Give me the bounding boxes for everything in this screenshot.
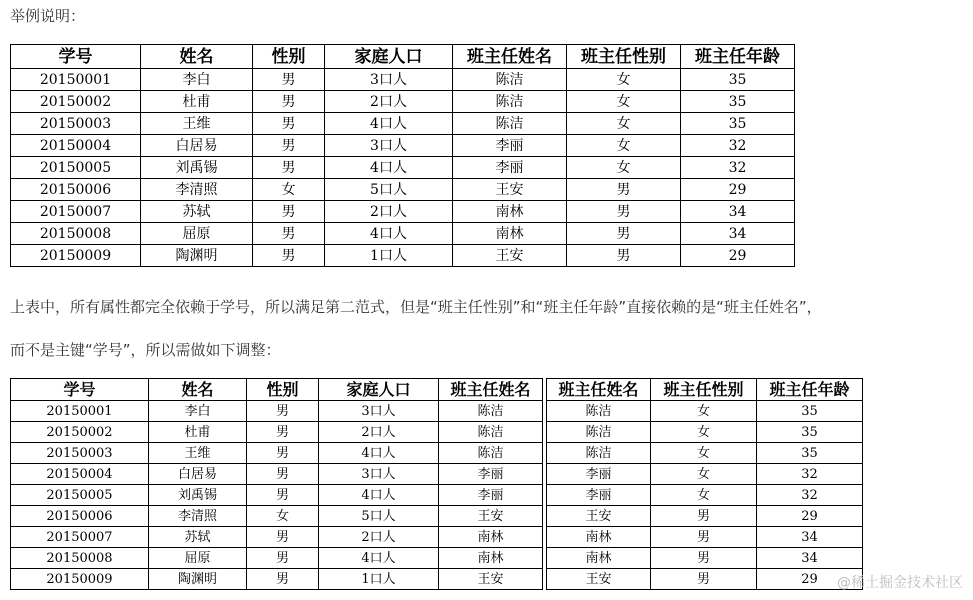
table-cell: 男 <box>247 464 319 485</box>
table-row <box>11 548 543 569</box>
table-cell: 李白 <box>149 401 247 422</box>
table-cell: 男 <box>567 179 681 201</box>
table-cell: 4口人 <box>319 443 439 464</box>
watermark: @稀土掘金技术社区 <box>837 575 963 591</box>
table-cell: 王安 <box>439 569 543 590</box>
table-row <box>11 223 795 245</box>
table-cell: 陈洁 <box>547 443 651 464</box>
table-cell: 陈洁 <box>453 113 567 135</box>
table-cell: 男 <box>253 91 325 113</box>
table-cell: 王维 <box>149 443 247 464</box>
column-header: 班主任年龄 <box>757 379 863 401</box>
table-cell: 34 <box>757 527 863 548</box>
table-cell: 陈洁 <box>453 69 567 91</box>
table-cell: 35 <box>757 422 863 443</box>
table-cell: 男 <box>567 223 681 245</box>
table-cell: 陈洁 <box>439 401 543 422</box>
table-cell: 35 <box>757 401 863 422</box>
table-row <box>11 113 795 135</box>
table-cell: 陈洁 <box>547 401 651 422</box>
table-cell: 女 <box>247 506 319 527</box>
table-cell: 李清照 <box>141 179 253 201</box>
table-cell: 男 <box>253 223 325 245</box>
student-table <box>10 378 543 590</box>
table-cell: 女 <box>567 113 681 135</box>
table-cell: 王安 <box>547 569 651 590</box>
intro-text: 举例说明： <box>10 7 86 25</box>
table-row <box>11 69 795 91</box>
table-cell: 20150005 <box>11 157 141 179</box>
table-row <box>11 401 543 422</box>
table-row <box>547 422 863 443</box>
table-cell: 32 <box>757 485 863 506</box>
table-row <box>11 201 795 223</box>
table-cell: 男 <box>247 443 319 464</box>
table-cell: 20150002 <box>11 91 141 113</box>
table-cell: 32 <box>757 464 863 485</box>
table-row <box>11 527 543 548</box>
table-cell: 1口人 <box>319 569 439 590</box>
table-header-row <box>11 45 795 69</box>
table-row <box>547 506 863 527</box>
table-cell: 白居易 <box>149 464 247 485</box>
column-header: 学号 <box>11 379 149 401</box>
table-cell: 20150007 <box>11 201 141 223</box>
table-cell: 王安 <box>439 506 543 527</box>
table-header-row <box>11 379 543 401</box>
table-cell: 20150007 <box>11 527 149 548</box>
table-cell: 20150002 <box>11 422 149 443</box>
table-cell: 1口人 <box>325 245 453 267</box>
table-cell: 南林 <box>439 548 543 569</box>
table-cell: 20150009 <box>11 245 141 267</box>
table-cell: 5口人 <box>319 506 439 527</box>
table-cell: 男 <box>253 201 325 223</box>
table-cell: 女 <box>651 443 757 464</box>
column-header: 家庭人口 <box>319 379 439 401</box>
table-cell: 杜甫 <box>141 91 253 113</box>
table-cell: 男 <box>651 548 757 569</box>
table-cell: 20150001 <box>11 401 149 422</box>
column-header: 性别 <box>253 45 325 69</box>
table-row <box>11 135 795 157</box>
table-row <box>11 569 543 590</box>
table-cell: 29 <box>757 506 863 527</box>
table-cell: 男 <box>651 569 757 590</box>
table-cell: 3口人 <box>319 401 439 422</box>
table-cell: 20150006 <box>11 506 149 527</box>
table-cell: 4口人 <box>319 485 439 506</box>
table-cell: 李丽 <box>453 157 567 179</box>
table-cell: 5口人 <box>325 179 453 201</box>
table-cell: 32 <box>681 157 795 179</box>
table-row <box>11 245 795 267</box>
table-row <box>11 91 795 113</box>
table-cell: 男 <box>247 401 319 422</box>
table-cell: 20150003 <box>11 443 149 464</box>
table-cell: 陈洁 <box>439 443 543 464</box>
explanation-paragraph: 上表中，所有属性都完全依赖于学号，所以满足第二范式，但是“班主任性别”和“班主任年龄”直接依赖的是“班主任姓名”， <box>10 298 822 316</box>
table-cell: 南林 <box>453 223 567 245</box>
table-cell: 女 <box>567 69 681 91</box>
table-cell: 2口人 <box>325 201 453 223</box>
table-cell: 男 <box>651 506 757 527</box>
teacher-table <box>546 378 863 590</box>
table-cell: 20150009 <box>11 569 149 590</box>
table-cell: 20150008 <box>11 548 149 569</box>
table-cell: 男 <box>247 485 319 506</box>
table-row <box>11 422 543 443</box>
table-cell: 李清照 <box>149 506 247 527</box>
table-cell: 35 <box>681 69 795 91</box>
table-cell: 男 <box>567 245 681 267</box>
table-cell: 李丽 <box>453 135 567 157</box>
table-cell: 男 <box>253 135 325 157</box>
column-header: 家庭人口 <box>325 45 453 69</box>
table-cell: 4口人 <box>325 113 453 135</box>
column-header: 班主任姓名 <box>439 379 543 401</box>
table-row <box>547 443 863 464</box>
table-cell: 南林 <box>547 548 651 569</box>
table-cell: 20150004 <box>11 464 149 485</box>
column-header: 班主任姓名 <box>547 379 651 401</box>
table-cell: 男 <box>253 245 325 267</box>
table-cell: 陈洁 <box>439 422 543 443</box>
table-cell: 20150005 <box>11 485 149 506</box>
table-row <box>11 506 543 527</box>
table-cell: 屈原 <box>149 548 247 569</box>
table-row <box>547 464 863 485</box>
table-cell: 32 <box>681 135 795 157</box>
table-cell: 杜甫 <box>149 422 247 443</box>
table-cell: 3口人 <box>319 464 439 485</box>
table-cell: 34 <box>681 223 795 245</box>
table-cell: 4口人 <box>325 157 453 179</box>
table-row <box>11 179 795 201</box>
table-cell: 35 <box>681 113 795 135</box>
table-cell: 李丽 <box>439 464 543 485</box>
table-cell: 男 <box>247 527 319 548</box>
table-cell: 2口人 <box>319 422 439 443</box>
table-cell: 李丽 <box>439 485 543 506</box>
table-cell: 35 <box>681 91 795 113</box>
table-cell: 29 <box>681 245 795 267</box>
table-cell: 男 <box>253 113 325 135</box>
table-cell: 李白 <box>141 69 253 91</box>
adjustment-paragraph: 而不是主键“学号”，所以需做如下调整： <box>10 341 281 359</box>
table-cell: 女 <box>567 135 681 157</box>
table-cell: 男 <box>247 569 319 590</box>
student-teacher-table <box>10 44 795 267</box>
table-cell: 王安 <box>453 245 567 267</box>
table-cell: 刘禹锡 <box>141 157 253 179</box>
table-cell: 白居易 <box>141 135 253 157</box>
table-cell: 29 <box>757 569 863 590</box>
table-cell: 女 <box>651 401 757 422</box>
column-header: 性别 <box>247 379 319 401</box>
table-cell: 南林 <box>453 201 567 223</box>
table-cell: 女 <box>567 157 681 179</box>
table-row <box>11 443 543 464</box>
table-row <box>11 157 795 179</box>
table-cell: 屈原 <box>141 223 253 245</box>
table-row <box>547 485 863 506</box>
table-row <box>11 464 543 485</box>
table-cell: 3口人 <box>325 69 453 91</box>
table-cell: 李丽 <box>547 485 651 506</box>
table-cell: 女 <box>567 91 681 113</box>
table-cell: 20150003 <box>11 113 141 135</box>
table-cell: 34 <box>681 201 795 223</box>
table-cell: 陈洁 <box>453 91 567 113</box>
table-cell: 35 <box>757 443 863 464</box>
table-row <box>11 485 543 506</box>
table-cell: 20150001 <box>11 69 141 91</box>
table-cell: 男 <box>247 548 319 569</box>
table-cell: 南林 <box>439 527 543 548</box>
column-header: 学号 <box>11 45 141 69</box>
table-cell: 陶渊明 <box>149 569 247 590</box>
table-cell: 20150004 <box>11 135 141 157</box>
table-row <box>547 569 863 590</box>
table-cell: 20150006 <box>11 179 141 201</box>
table-cell: 3口人 <box>325 135 453 157</box>
column-header: 班主任姓名 <box>453 45 567 69</box>
table-cell: 女 <box>253 179 325 201</box>
column-header: 班主任性别 <box>651 379 757 401</box>
column-header: 班主任年龄 <box>681 45 795 69</box>
table-cell: 苏轼 <box>141 201 253 223</box>
table-cell: 4口人 <box>319 548 439 569</box>
table-cell: 2口人 <box>325 91 453 113</box>
table-row <box>547 548 863 569</box>
column-header: 姓名 <box>149 379 247 401</box>
table-row <box>547 527 863 548</box>
table-cell: 女 <box>651 485 757 506</box>
table-cell: 王安 <box>453 179 567 201</box>
table-cell: 2口人 <box>319 527 439 548</box>
table-header-row <box>547 379 863 401</box>
table-cell: 20150008 <box>11 223 141 245</box>
table-cell: 南林 <box>547 527 651 548</box>
table-cell: 男 <box>567 201 681 223</box>
table-cell: 苏轼 <box>149 527 247 548</box>
column-header: 姓名 <box>141 45 253 69</box>
table-cell: 女 <box>651 422 757 443</box>
column-header: 班主任性别 <box>567 45 681 69</box>
table-cell: 陈洁 <box>547 422 651 443</box>
table-cell: 王安 <box>547 506 651 527</box>
table-cell: 4口人 <box>325 223 453 245</box>
table-cell: 陶渊明 <box>141 245 253 267</box>
table-cell: 男 <box>253 157 325 179</box>
table-row <box>547 401 863 422</box>
table-cell: 男 <box>651 527 757 548</box>
table-cell: 王维 <box>141 113 253 135</box>
table-cell: 李丽 <box>547 464 651 485</box>
table-cell: 男 <box>247 422 319 443</box>
table-cell: 29 <box>681 179 795 201</box>
table-cell: 女 <box>651 464 757 485</box>
table-cell: 34 <box>757 548 863 569</box>
table-cell: 男 <box>253 69 325 91</box>
table-cell: 刘禹锡 <box>149 485 247 506</box>
